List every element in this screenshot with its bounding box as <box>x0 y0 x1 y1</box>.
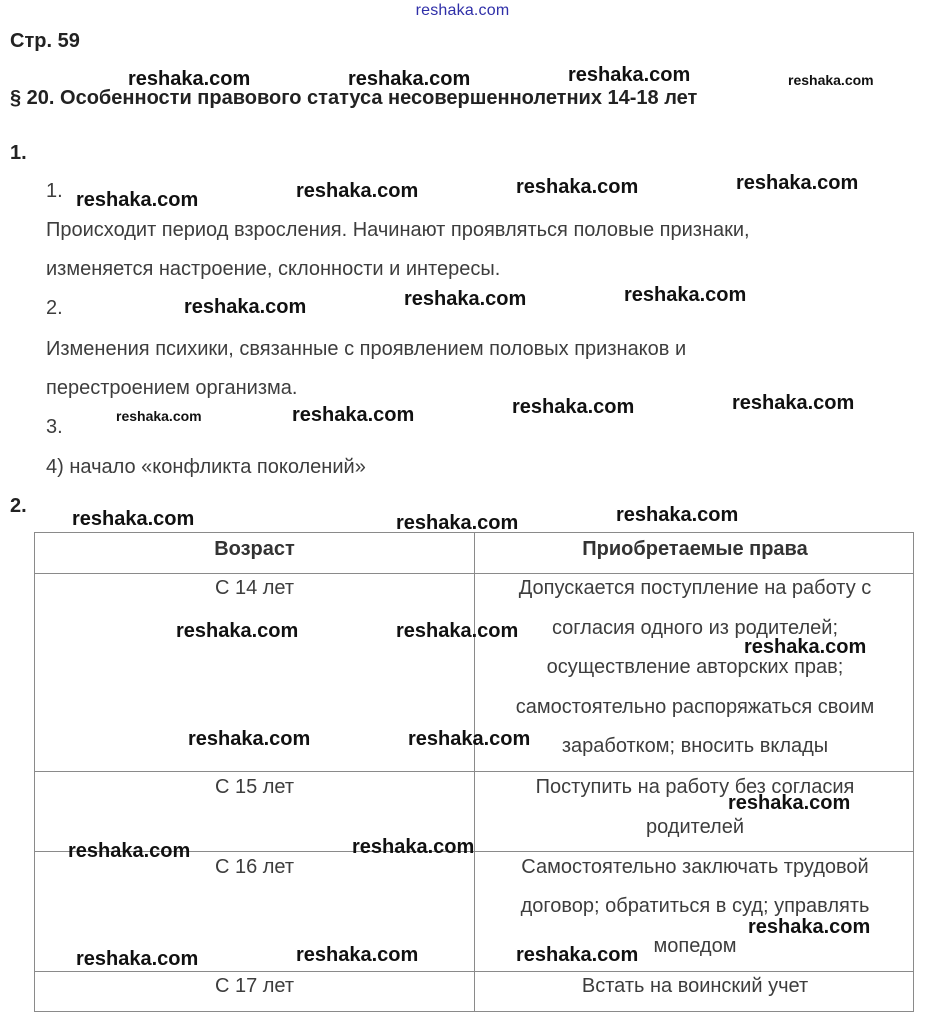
table-header-rights: Приобретаемые права <box>582 538 808 560</box>
table-cell-rights-line: Поступить на работу без согласия <box>535 776 855 798</box>
task1-item3-number: 3. <box>46 416 63 438</box>
table-cell-rights-line: осуществление авторских прав; <box>546 656 844 678</box>
table-cell-rights-line: самостоятельно распоряжаться своим <box>515 696 875 718</box>
task1-number: 1. <box>10 142 27 164</box>
table-cell-rights-line: согласия одного из родителей; <box>551 617 839 639</box>
watermark: reshaka.com <box>292 404 415 426</box>
watermark: reshaka.com <box>296 944 419 966</box>
table-cell-age: С 16 лет <box>214 856 295 878</box>
table-cell-rights-line: договор; обратиться в суд; управлять <box>520 895 870 917</box>
watermark: reshaka.com <box>68 840 191 862</box>
watermark: reshaka.com <box>732 392 855 414</box>
watermark: reshaka.com <box>116 408 202 424</box>
table-cell-rights-line: Встать на воинский учет <box>581 975 809 997</box>
watermark: reshaka.com <box>512 396 635 418</box>
table-cell-rights-line: мопедом <box>653 935 737 957</box>
watermark: reshaka.com <box>728 792 851 814</box>
watermark: reshaka.com <box>616 504 739 526</box>
watermark: reshaka.com <box>408 728 531 750</box>
table-header-age: Возраст <box>214 538 295 560</box>
watermark: reshaka.com <box>568 64 691 86</box>
watermark: reshaka.com <box>624 284 747 306</box>
watermark: reshaka.com <box>352 836 475 858</box>
task1-item2-line1: Изменения психики, связанные с проявлением половых признаков и <box>46 338 687 360</box>
table-cell-age: С 15 лет <box>214 776 295 798</box>
task1-item3-line1: 4) начало «конфликта поколений» <box>46 456 366 478</box>
table-cell-rights-line: Допускается поступление на работу с <box>518 577 872 599</box>
watermark: reshaka.com <box>516 176 639 198</box>
table-cell-rights-line: заработком; вносить вклады <box>561 735 829 757</box>
site-watermark-top: reshaka.com <box>415 2 510 19</box>
table-cell-rights-line: родителей <box>645 816 744 838</box>
watermark: reshaka.com <box>396 620 519 642</box>
task1-item1-line1: Происходит период взросления. Начинают проявляться половые признаки, <box>46 219 750 241</box>
table-cell-age: С 14 лет <box>214 577 295 599</box>
task2-number: 2. <box>10 495 27 517</box>
watermark: reshaka.com <box>404 288 527 310</box>
watermark: reshaka.com <box>188 728 311 750</box>
task1-item1-line2: изменяется настроение, склонности и интересы. <box>46 258 501 280</box>
watermark: reshaka.com <box>396 512 519 534</box>
watermark: reshaka.com <box>184 296 307 318</box>
task1-item1-number: 1. <box>46 180 63 202</box>
watermark: reshaka.com <box>736 172 859 194</box>
task1-item2-number: 2. <box>46 297 63 319</box>
table-cell-age: С 17 лет <box>214 975 295 997</box>
watermark: reshaka.com <box>748 916 871 938</box>
watermark: reshaka.com <box>516 944 639 966</box>
watermark: reshaka.com <box>744 636 867 658</box>
watermark: reshaka.com <box>76 948 199 970</box>
watermark: reshaka.com <box>296 180 419 202</box>
watermark: reshaka.com <box>76 189 199 211</box>
watermark: reshaka.com <box>72 508 195 530</box>
table-cell-rights-line: Самостоятельно заключать трудовой <box>521 856 869 878</box>
rights-table <box>34 532 914 1012</box>
section-title: § 20. Особенности правового статуса несовершеннолетних 14-18 лет <box>10 87 698 109</box>
task1-item2-line2: перестроением организма. <box>46 377 298 399</box>
watermark: reshaka.com <box>176 620 299 642</box>
page-label: Стр. 59 <box>10 30 80 52</box>
watermark: reshaka.com <box>788 72 874 88</box>
watermark: reshaka.com <box>128 68 251 90</box>
watermark: reshaka.com <box>348 68 471 90</box>
